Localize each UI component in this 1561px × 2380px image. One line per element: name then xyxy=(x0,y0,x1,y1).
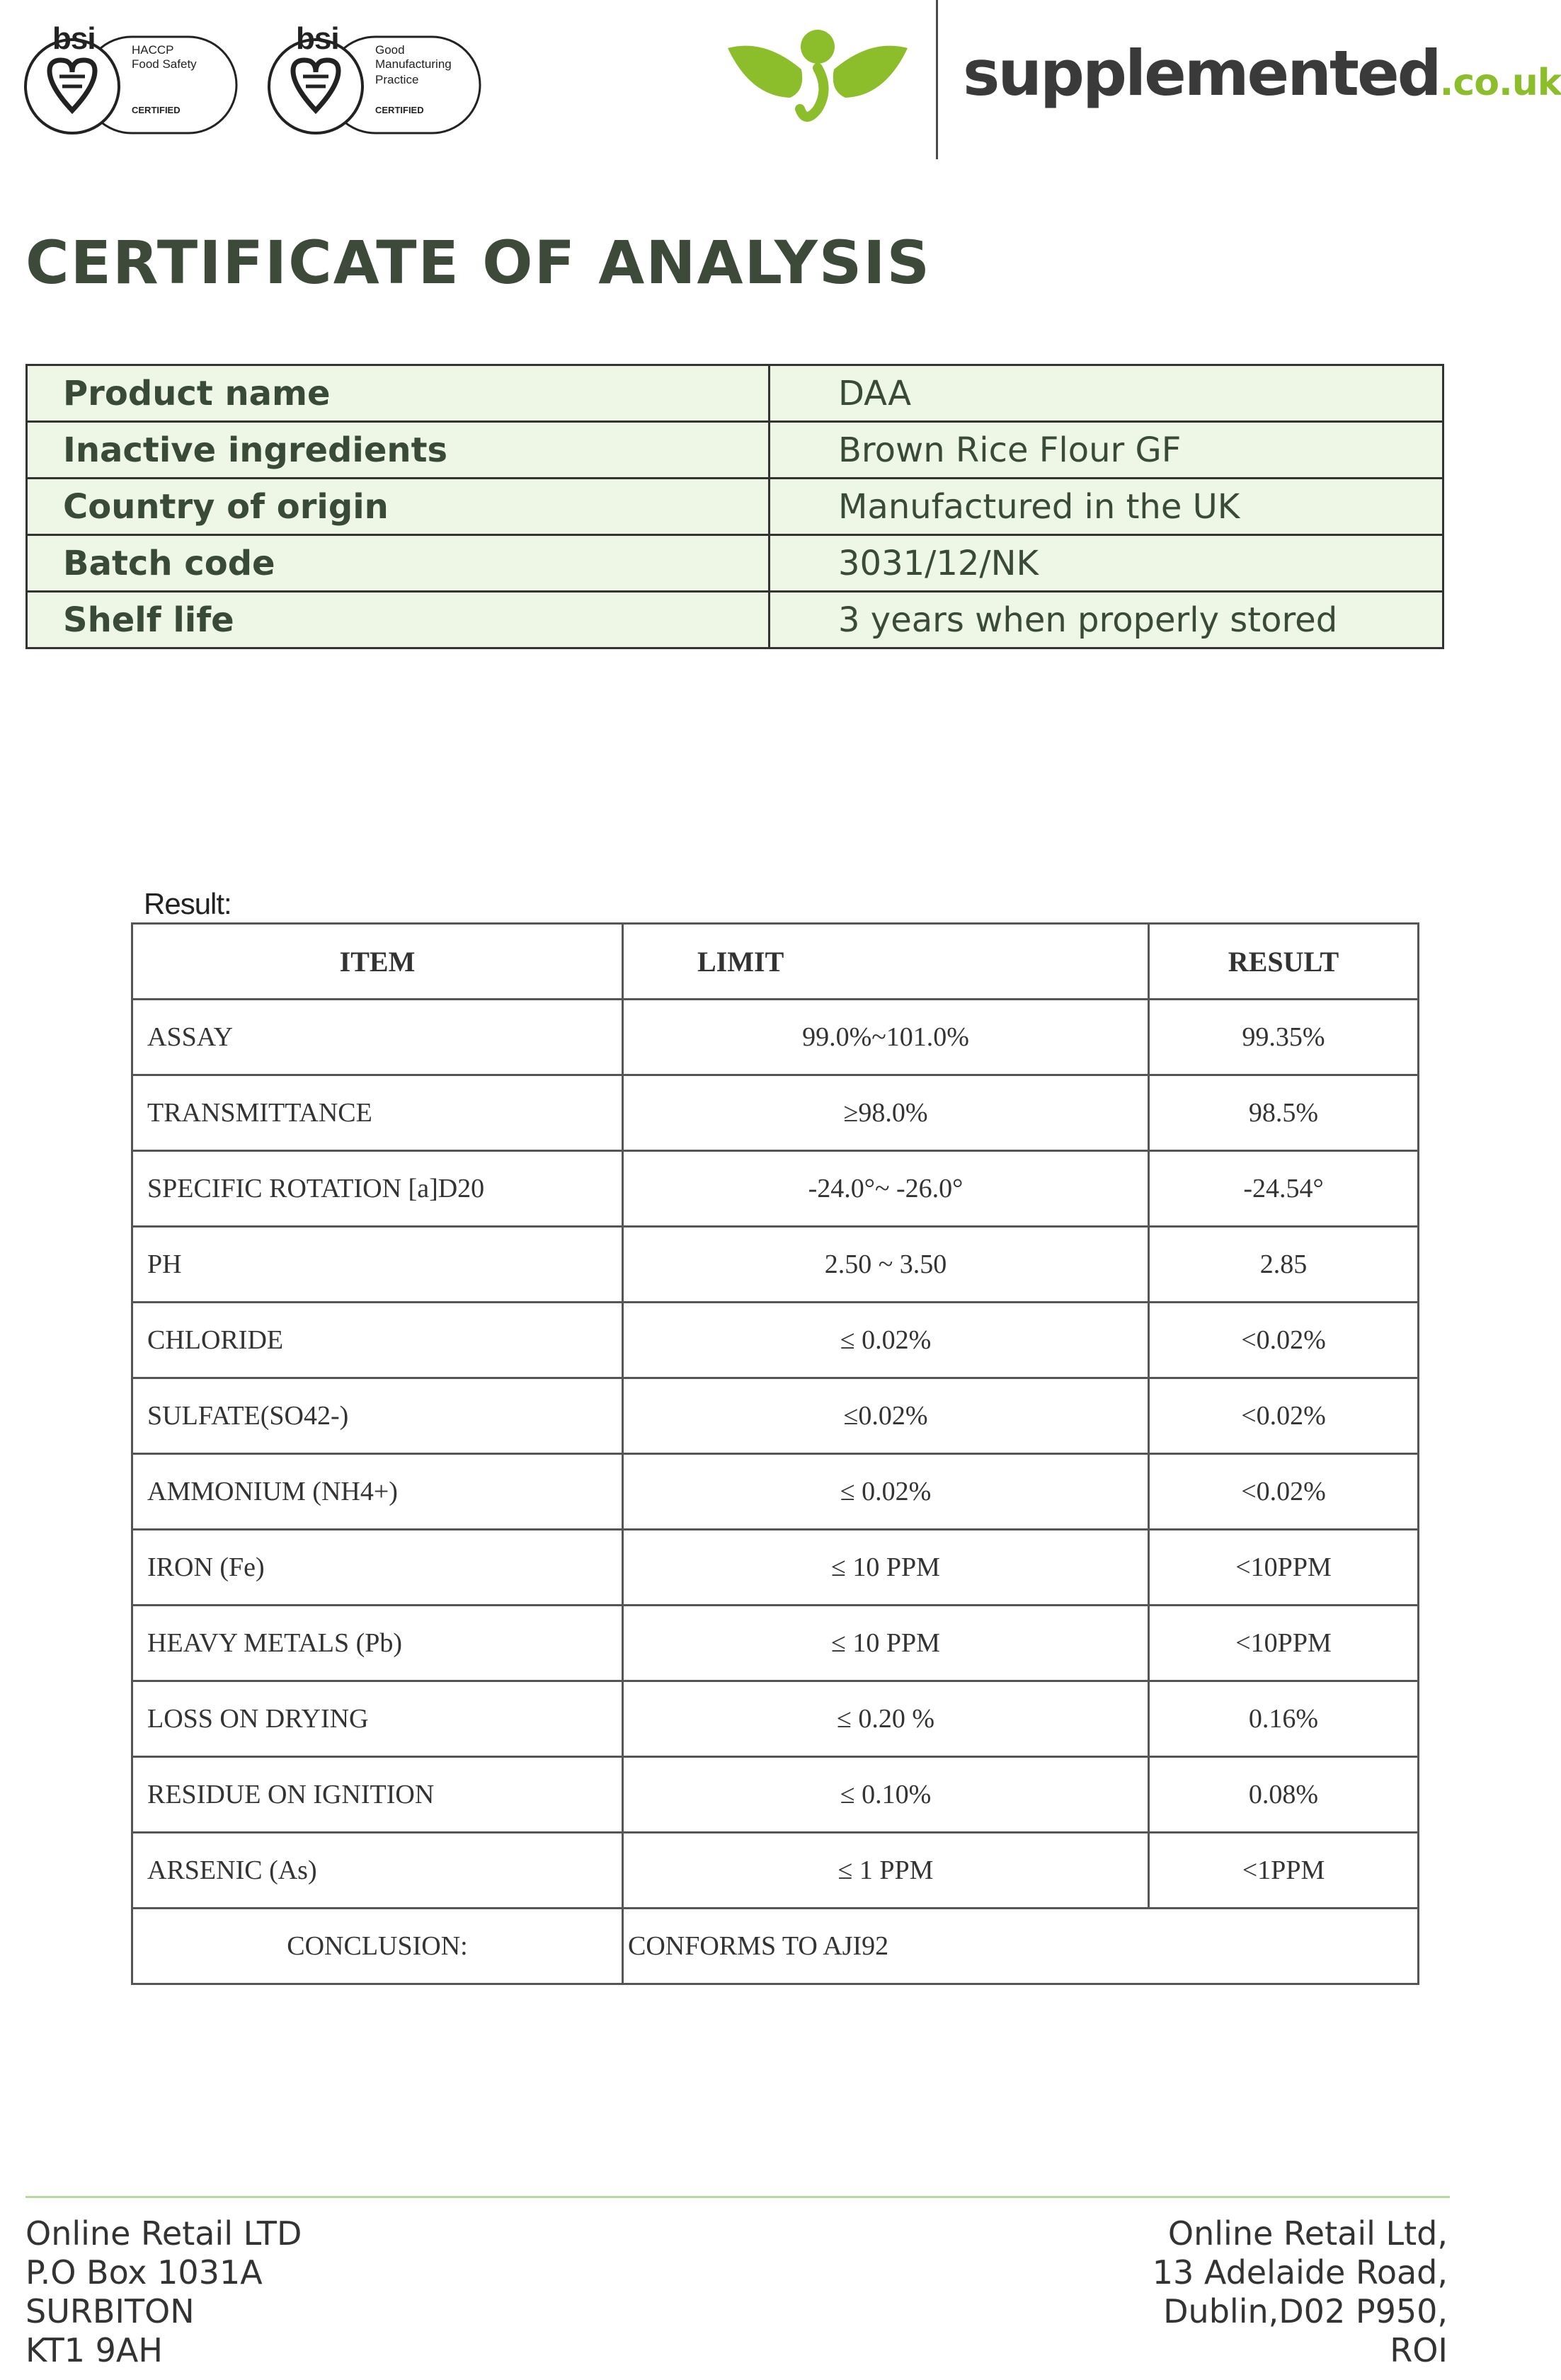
row-result: <0.02% xyxy=(1149,1303,1419,1378)
row-result: 2.85 xyxy=(1149,1227,1419,1303)
table-row xyxy=(132,1075,1419,1151)
table-row xyxy=(27,592,1443,648)
brand-name: supplemented xyxy=(963,37,1440,110)
table-row xyxy=(27,422,1443,479)
row-item: SULFATE(SO42-) xyxy=(132,1378,623,1454)
row-limit: ≤ 0.20 % xyxy=(623,1681,1149,1757)
row-item: TRANSMITTANCE xyxy=(132,1075,623,1151)
table-row xyxy=(132,1681,1419,1757)
badge-line: Good xyxy=(375,43,405,57)
table-row xyxy=(132,1833,1419,1909)
row-limit: ≤ 0.02% xyxy=(623,1454,1149,1530)
row-item: HEAVY METALS (Pb) xyxy=(132,1606,623,1681)
conclusion-value: CONFORMS TO AJI92 xyxy=(623,1909,1419,1984)
row-limit: 2.50 ~ 3.50 xyxy=(623,1227,1149,1303)
column-header-item: ITEM xyxy=(132,924,623,1000)
info-value: 3 years when properly stored xyxy=(770,592,1443,648)
row-item: AMMONIUM (NH4+) xyxy=(132,1454,623,1530)
row-item: ASSAY xyxy=(132,1000,623,1075)
address-line: Online Retail Ltd, xyxy=(1167,2214,1448,2253)
address-line: Online Retail LTD xyxy=(25,2214,302,2253)
address-ie xyxy=(1153,2214,1448,2370)
row-result: 0.16% xyxy=(1149,1681,1419,1757)
info-value: DAA xyxy=(770,365,1443,422)
info-label: Shelf life xyxy=(27,592,770,648)
row-result: -24.54° xyxy=(1149,1151,1419,1227)
address-line: P.O Box 1031A xyxy=(25,2253,263,2292)
bsi-wordmark: bsi xyxy=(296,21,339,56)
column-header-limit: LIMIT xyxy=(623,924,1149,1000)
table-row xyxy=(132,1000,1419,1075)
row-limit: ≥98.0% xyxy=(623,1075,1149,1151)
haccp-badge xyxy=(24,21,241,138)
address-line: Dublin,D02 P950, xyxy=(1163,2292,1448,2330)
address-line: SURBITON xyxy=(25,2292,195,2330)
row-item: PH xyxy=(132,1227,623,1303)
table-row xyxy=(132,1151,1419,1227)
gmp-badge xyxy=(268,21,484,138)
row-result: <10PPM xyxy=(1149,1606,1419,1681)
row-result: 99.35% xyxy=(1149,1000,1419,1075)
row-limit: 99.0%~101.0% xyxy=(623,1000,1149,1075)
table-row xyxy=(132,1303,1419,1378)
info-value: Manufactured in the UK xyxy=(770,479,1443,535)
product-info-table xyxy=(25,364,1444,649)
footer-divider xyxy=(25,2196,1450,2198)
info-label: Inactive ingredients xyxy=(27,422,770,479)
certified-label: CERTIFIED xyxy=(132,105,181,115)
info-label: Country of origin xyxy=(27,479,770,535)
row-item: LOSS ON DRYING xyxy=(132,1681,623,1757)
table-row xyxy=(132,1378,1419,1454)
row-result: <0.02% xyxy=(1149,1378,1419,1454)
table-row xyxy=(132,1757,1419,1833)
row-result: <0.02% xyxy=(1149,1454,1419,1530)
table-row xyxy=(132,1606,1419,1681)
row-limit: ≤ 0.10% xyxy=(623,1757,1149,1833)
badge-line: Food Safety xyxy=(132,57,197,71)
row-limit: -24.0°~ -26.0° xyxy=(623,1151,1149,1227)
row-limit: ≤ 0.02% xyxy=(623,1303,1149,1378)
table-row xyxy=(27,535,1443,592)
conclusion-row xyxy=(132,1909,1419,1984)
row-item: RESIDUE ON IGNITION xyxy=(132,1757,623,1833)
badge-line: HACCP xyxy=(132,43,174,57)
bsi-wordmark: bsi xyxy=(52,21,96,56)
table-row xyxy=(27,479,1443,535)
badge-line: Manufacturing xyxy=(375,57,452,71)
row-result: 98.5% xyxy=(1149,1075,1419,1151)
address-uk xyxy=(25,2214,302,2370)
column-header-result: RESULT xyxy=(1149,924,1419,1000)
brand-wordmark xyxy=(963,37,1561,110)
table-row xyxy=(27,365,1443,422)
page-title: CERTIFICATE OF ANALYSIS xyxy=(25,228,932,297)
badge-line: Practice xyxy=(375,73,419,86)
row-item: CHLORIDE xyxy=(132,1303,623,1378)
row-limit: ≤ 10 PPM xyxy=(623,1530,1149,1606)
conclusion-label: CONCLUSION: xyxy=(132,1909,623,1984)
header-divider xyxy=(936,0,938,159)
leaf-logo-icon xyxy=(722,25,913,132)
row-result: <1PPM xyxy=(1149,1833,1419,1909)
address-line: ROI xyxy=(1390,2331,1448,2369)
info-value: Brown Rice Flour GF xyxy=(770,422,1443,479)
table-row xyxy=(132,1530,1419,1606)
table-header-row xyxy=(132,924,1419,1000)
row-result: <10PPM xyxy=(1149,1530,1419,1606)
row-item: ARSENIC (As) xyxy=(132,1833,623,1909)
row-limit: ≤ 10 PPM xyxy=(623,1606,1149,1681)
address-line: 13 Adelaide Road, xyxy=(1152,2253,1448,2292)
table-row xyxy=(132,1227,1419,1303)
row-item: IRON (Fe) xyxy=(132,1530,623,1606)
row-limit: ≤0.02% xyxy=(623,1378,1149,1454)
certified-label: CERTIFIED xyxy=(375,105,424,115)
table-row xyxy=(132,1454,1419,1530)
results-table xyxy=(131,922,1419,1985)
info-label: Batch code xyxy=(27,535,770,592)
brand-tld: .co.uk xyxy=(1439,62,1561,104)
row-item: SPECIFIC ROTATION [a]D20 xyxy=(132,1151,623,1227)
row-limit: ≤ 1 PPM xyxy=(623,1833,1149,1909)
info-label: Product name xyxy=(27,365,770,422)
result-label: Result: xyxy=(144,887,231,920)
info-value: 3031/12/NK xyxy=(770,535,1443,592)
address-line: KT1 9AH xyxy=(25,2331,163,2369)
row-result: 0.08% xyxy=(1149,1757,1419,1833)
